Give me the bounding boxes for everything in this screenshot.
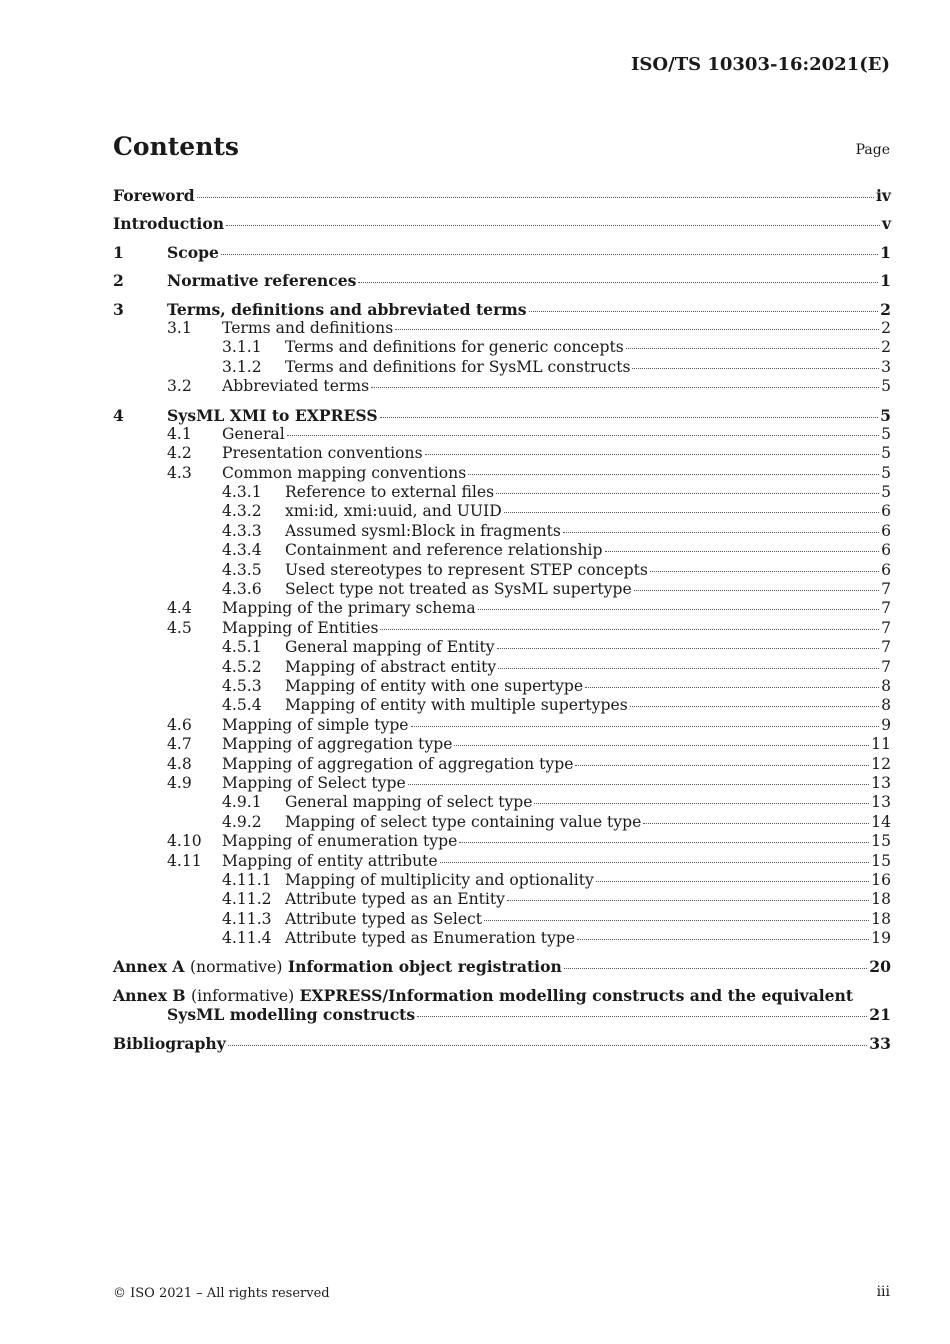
toc-entry-label: Used stereotypes to represent STEP concepts: [285, 560, 648, 579]
toc-entry[interactable]: [113, 464, 891, 483]
footer-page-number: iii: [876, 1284, 890, 1300]
toc-entry[interactable]: [113, 774, 891, 793]
toc-entry[interactable]: [113, 541, 891, 560]
dot-leader: [380, 417, 879, 418]
toc-entry-page: 7: [881, 638, 891, 657]
toc-entry-page: 1: [880, 271, 891, 291]
toc-entry-label: Attribute typed as an Entity: [285, 890, 505, 909]
annex-a-type: (normative): [189, 958, 283, 977]
toc-entry-page: 7: [881, 657, 891, 676]
toc-entry-label: Select type not treated as SysML supertype: [285, 580, 632, 599]
toc-entry-page: 9: [881, 715, 891, 734]
toc-entry-label: Reference to external files: [285, 483, 495, 502]
dot-leader: [287, 435, 879, 436]
toc-entry[interactable]: [113, 677, 891, 696]
toc-entry[interactable]: [113, 580, 891, 599]
toc-entry[interactable]: [113, 300, 891, 319]
dot-leader: [425, 454, 879, 455]
dot-leader: [459, 842, 869, 843]
dot-leader: [417, 1016, 867, 1017]
toc-entry-annex-b-line1[interactable]: [113, 986, 891, 1005]
toc-entry[interactable]: [113, 243, 891, 262]
toc-entry-page: 8: [881, 696, 891, 715]
toc-entry-page: 2: [881, 318, 891, 337]
toc-entry[interactable]: [113, 658, 891, 677]
dot-leader: [577, 939, 869, 940]
toc-entry-label: Attribute typed as Enumeration type: [285, 929, 576, 948]
toc-entry-label: Attribute typed as Select: [285, 909, 483, 928]
toc-entry-label: Mapping of entity with one supertype: [285, 676, 584, 695]
toc-entry-label: Mapping of select type containing value type: [285, 812, 642, 831]
toc-entry-label: Mapping of multiplicity and optionality: [285, 870, 594, 889]
toc-entry-label: Normative references: [167, 271, 357, 291]
dot-leader: [596, 881, 869, 882]
toc-entry-annex-b-line2[interactable]: [113, 1005, 891, 1024]
dot-leader: [650, 571, 879, 572]
toc-entry-label: Presentation conventions: [222, 444, 423, 463]
dot-leader: [395, 329, 879, 330]
dot-leader: [504, 512, 879, 513]
toc-entry-page: 14: [871, 812, 891, 831]
toc-entry-label: Terms and definitions for generic concepts: [285, 338, 624, 357]
toc-entry-number: 3.2: [167, 377, 192, 396]
toc-entry[interactable]: [113, 890, 891, 909]
toc-entry-page: 18: [871, 890, 891, 909]
toc-entry[interactable]: [113, 406, 891, 425]
annex-b-title-line1: EXPRESS/Information modelling constructs and the equivalent: [299, 985, 854, 1005]
toc-entry[interactable]: [113, 483, 891, 502]
toc-entry-label: Common mapping conventions: [222, 463, 467, 482]
toc-entry-page: 2: [880, 299, 891, 319]
toc-entry[interactable]: [113, 696, 891, 715]
toc-entry[interactable]: [113, 832, 891, 851]
toc-entry-label: Mapping of Select type: [222, 773, 406, 792]
toc-entry-number: 4.5.4: [222, 696, 262, 715]
toc-entry-number: 4.3.1: [222, 483, 262, 502]
toc-entry[interactable]: [113, 638, 891, 657]
toc-entry[interactable]: [113, 929, 891, 948]
toc-entry-label: Introduction: [113, 214, 225, 234]
table-of-contents: [113, 186, 891, 1053]
toc-entry[interactable]: [113, 852, 891, 871]
toc-entry-number: 4: [113, 405, 124, 425]
toc-entry-annex-a[interactable]: [113, 957, 891, 976]
toc-entry-page: 6: [881, 560, 891, 579]
toc-entry-page: 5: [880, 405, 891, 425]
toc-entry-page: 15: [871, 851, 891, 870]
toc-entry-number: 4.3.5: [222, 560, 262, 579]
toc-entry-number: 4.11.2: [222, 890, 272, 909]
dot-leader: [228, 1045, 868, 1046]
toc-entry-number: 4.8: [167, 754, 192, 773]
toc-entry[interactable]: [113, 716, 891, 735]
toc-entry-number: 3.1.1: [222, 338, 262, 357]
toc-entry-page: 2: [881, 338, 891, 357]
dot-leader: [454, 745, 869, 746]
toc-entry-number: 3: [113, 299, 124, 319]
toc-entry-page: 11: [871, 735, 891, 754]
dot-leader: [575, 765, 869, 766]
toc-entry-number: 4.9: [167, 773, 192, 792]
dot-leader: [564, 968, 867, 969]
toc-entry-number: 4.9.2: [222, 812, 262, 831]
toc-entry-label: Containment and reference relationship: [285, 541, 603, 560]
toc-entry-page: 6: [881, 502, 891, 521]
dot-leader: [358, 282, 878, 283]
toc-entry-label: Mapping of enumeration type: [222, 832, 458, 851]
toc-entry-number: 4.6: [167, 715, 192, 734]
dot-leader: [643, 823, 869, 824]
annex-b-title-line2: SysML modelling constructs: [167, 1005, 416, 1025]
toc-entry-page: 5: [881, 463, 891, 482]
dot-leader: [507, 900, 869, 901]
toc-entry[interactable]: [113, 619, 891, 638]
toc-entry-label: Mapping of abstract entity: [285, 657, 497, 676]
toc-entry-label: Foreword: [113, 186, 195, 205]
toc-entry-number: 3.1.2: [222, 357, 262, 376]
toc-entry-page: 5: [881, 483, 891, 502]
annex-b-type: (informative): [191, 986, 295, 1005]
bibliography-page: 33: [869, 1033, 891, 1053]
toc-entry[interactable]: [113, 502, 891, 521]
dot-leader: [221, 254, 878, 255]
toc-entry-page: 3: [881, 357, 891, 376]
toc-entry-number: 4.7: [167, 735, 192, 754]
toc-entry[interactable]: [113, 599, 891, 618]
toc-entry-label: Mapping of simple type: [222, 715, 409, 734]
toc-entry-label: xmi:id, xmi:uuid, and UUID: [285, 502, 502, 521]
toc-entry-page: 15: [871, 832, 891, 851]
toc-entry-label: Mapping of the primary schema: [222, 599, 476, 618]
annex-a-prefix: Annex A: [113, 957, 185, 977]
toc-entry[interactable]: [113, 214, 891, 233]
toc-entry[interactable]: [113, 319, 891, 338]
toc-entry[interactable]: [113, 871, 891, 890]
toc-entry-page: 19: [871, 929, 891, 948]
dot-leader: [371, 387, 879, 388]
toc-entry-label: Terms and definitions: [222, 318, 394, 337]
toc-entry-number: 3.1: [167, 318, 192, 337]
toc-entry-page: 7: [881, 580, 891, 599]
annex-a-title: Information object registration: [287, 957, 562, 977]
dot-leader: [634, 590, 879, 591]
bibliography-label: Bibliography: [113, 1033, 226, 1053]
dot-leader: [496, 493, 879, 494]
toc-entry-page: v: [881, 214, 891, 234]
toc-entry-number: 4.5: [167, 618, 192, 637]
toc-entry[interactable]: [113, 358, 891, 377]
toc-entry-label: General: [222, 424, 285, 443]
toc-entry-page: 5: [881, 424, 891, 443]
dot-leader: [440, 862, 869, 863]
toc-entry-label: Mapping of aggregation type: [222, 735, 453, 754]
toc-entry[interactable]: [113, 793, 891, 812]
toc-entry-number: 4.9.1: [222, 793, 262, 812]
toc-entry-label: Terms, definitions and abbreviated terms: [167, 299, 527, 319]
toc-entry-label: Mapping of entity attribute: [222, 851, 438, 870]
dot-leader: [226, 225, 880, 226]
toc-entry-label: Assumed sysml:Block in fragments: [285, 521, 561, 540]
dot-leader: [630, 706, 879, 707]
dot-leader: [585, 687, 879, 688]
toc-entry-page: 5: [881, 444, 891, 463]
toc-entry-number: 2: [113, 271, 124, 291]
dot-leader: [632, 368, 879, 369]
toc-entry-label: Mapping of entity with multiple supertypes: [285, 696, 628, 715]
dot-leader: [197, 197, 874, 198]
toc-entry-number: 4.3.6: [222, 580, 262, 599]
dot-leader: [498, 668, 879, 669]
toc-entry[interactable]: [113, 735, 891, 754]
toc-entry-label: Abbreviated terms: [222, 377, 370, 396]
toc-entry-number: 4.11.4: [222, 929, 272, 948]
contents-title: Contents: [113, 132, 240, 161]
dot-leader: [529, 311, 879, 312]
toc-entry-number: 4.3.4: [222, 541, 262, 560]
annex-b-page: 21: [869, 1005, 891, 1025]
page-column-label: Page: [855, 142, 890, 158]
toc-entry-label: Scope: [167, 242, 219, 262]
toc-entry[interactable]: [113, 522, 891, 541]
toc-entry-number: 4.11: [167, 851, 202, 870]
toc-entry-number: 4.2: [167, 444, 192, 463]
toc-entry-page: 16: [871, 870, 891, 889]
footer-copyright: © ISO 2021 – All rights reserved: [113, 1286, 330, 1301]
toc-entry-label: General mapping of Entity: [285, 638, 495, 657]
toc-entry-label: Mapping of aggregation of aggregation type: [222, 754, 574, 773]
toc-entry[interactable]: [113, 377, 891, 396]
toc-entry-number: 4.10: [167, 832, 202, 851]
toc-entry[interactable]: [113, 444, 891, 463]
toc-entry-page: 12: [871, 754, 891, 773]
toc-entry-page: 13: [871, 773, 891, 792]
toc-entry[interactable]: [113, 755, 891, 774]
toc-entry-page: 8: [881, 676, 891, 695]
toc-entry-page: 18: [871, 909, 891, 928]
toc-entry-number: 4.3: [167, 463, 192, 482]
dot-leader: [380, 629, 879, 630]
document-identifier: ISO/TS 10303-16:2021(E): [631, 54, 890, 75]
toc-entry-number: 4.3.2: [222, 502, 262, 521]
dot-leader: [478, 609, 879, 610]
toc-entry-page: 5: [881, 377, 891, 396]
toc-entry[interactable]: [113, 425, 891, 444]
toc-entry-label: General mapping of select type: [285, 793, 533, 812]
toc-entry-number: 4.3.3: [222, 521, 262, 540]
toc-entry-number: 4.5.2: [222, 657, 262, 676]
toc-main-entries: [113, 186, 891, 948]
dot-leader: [534, 803, 869, 804]
toc-entry-page: 13: [871, 793, 891, 812]
toc-entry-label: Mapping of Entities: [222, 618, 379, 637]
toc-entry-label: SysML XMI to EXPRESS: [167, 405, 378, 425]
dot-leader: [468, 474, 879, 475]
toc-entry[interactable]: [113, 338, 891, 357]
toc-entry-number: 1: [113, 242, 124, 262]
annex-b-prefix: Annex B: [113, 985, 186, 1005]
toc-entry[interactable]: [113, 186, 891, 205]
toc-entry-number: 4.5.1: [222, 638, 262, 657]
annex-a-page: 20: [869, 957, 891, 977]
toc-entry-number: 4.11.1: [222, 870, 272, 889]
toc-entry-page: 7: [881, 618, 891, 637]
toc-entry-page: 6: [881, 541, 891, 560]
toc-entry[interactable]: [113, 271, 891, 290]
toc-entry[interactable]: [113, 813, 891, 832]
toc-entry[interactable]: [113, 561, 891, 580]
dot-leader: [563, 532, 879, 533]
toc-entry-page: 1: [880, 242, 891, 262]
dot-leader: [605, 551, 880, 552]
dot-leader: [408, 784, 869, 785]
dot-leader: [626, 348, 879, 349]
toc-entry[interactable]: [113, 910, 891, 929]
dot-leader: [411, 726, 880, 727]
toc-entry-page: 7: [881, 599, 891, 618]
toc-entry-label: Terms and definitions for SysML constructs: [285, 357, 631, 376]
toc-entry-page: 6: [881, 521, 891, 540]
toc-entry-bibliography[interactable]: [113, 1034, 891, 1053]
toc-entry-number: 4.5.3: [222, 676, 262, 695]
toc-entry-number: 4.4: [167, 599, 192, 618]
toc-entry-number: 4.11.3: [222, 909, 272, 928]
dot-leader: [484, 920, 869, 921]
dot-leader: [497, 648, 880, 649]
toc-entry-page: iv: [876, 186, 891, 205]
toc-entry-number: 4.1: [167, 424, 192, 443]
